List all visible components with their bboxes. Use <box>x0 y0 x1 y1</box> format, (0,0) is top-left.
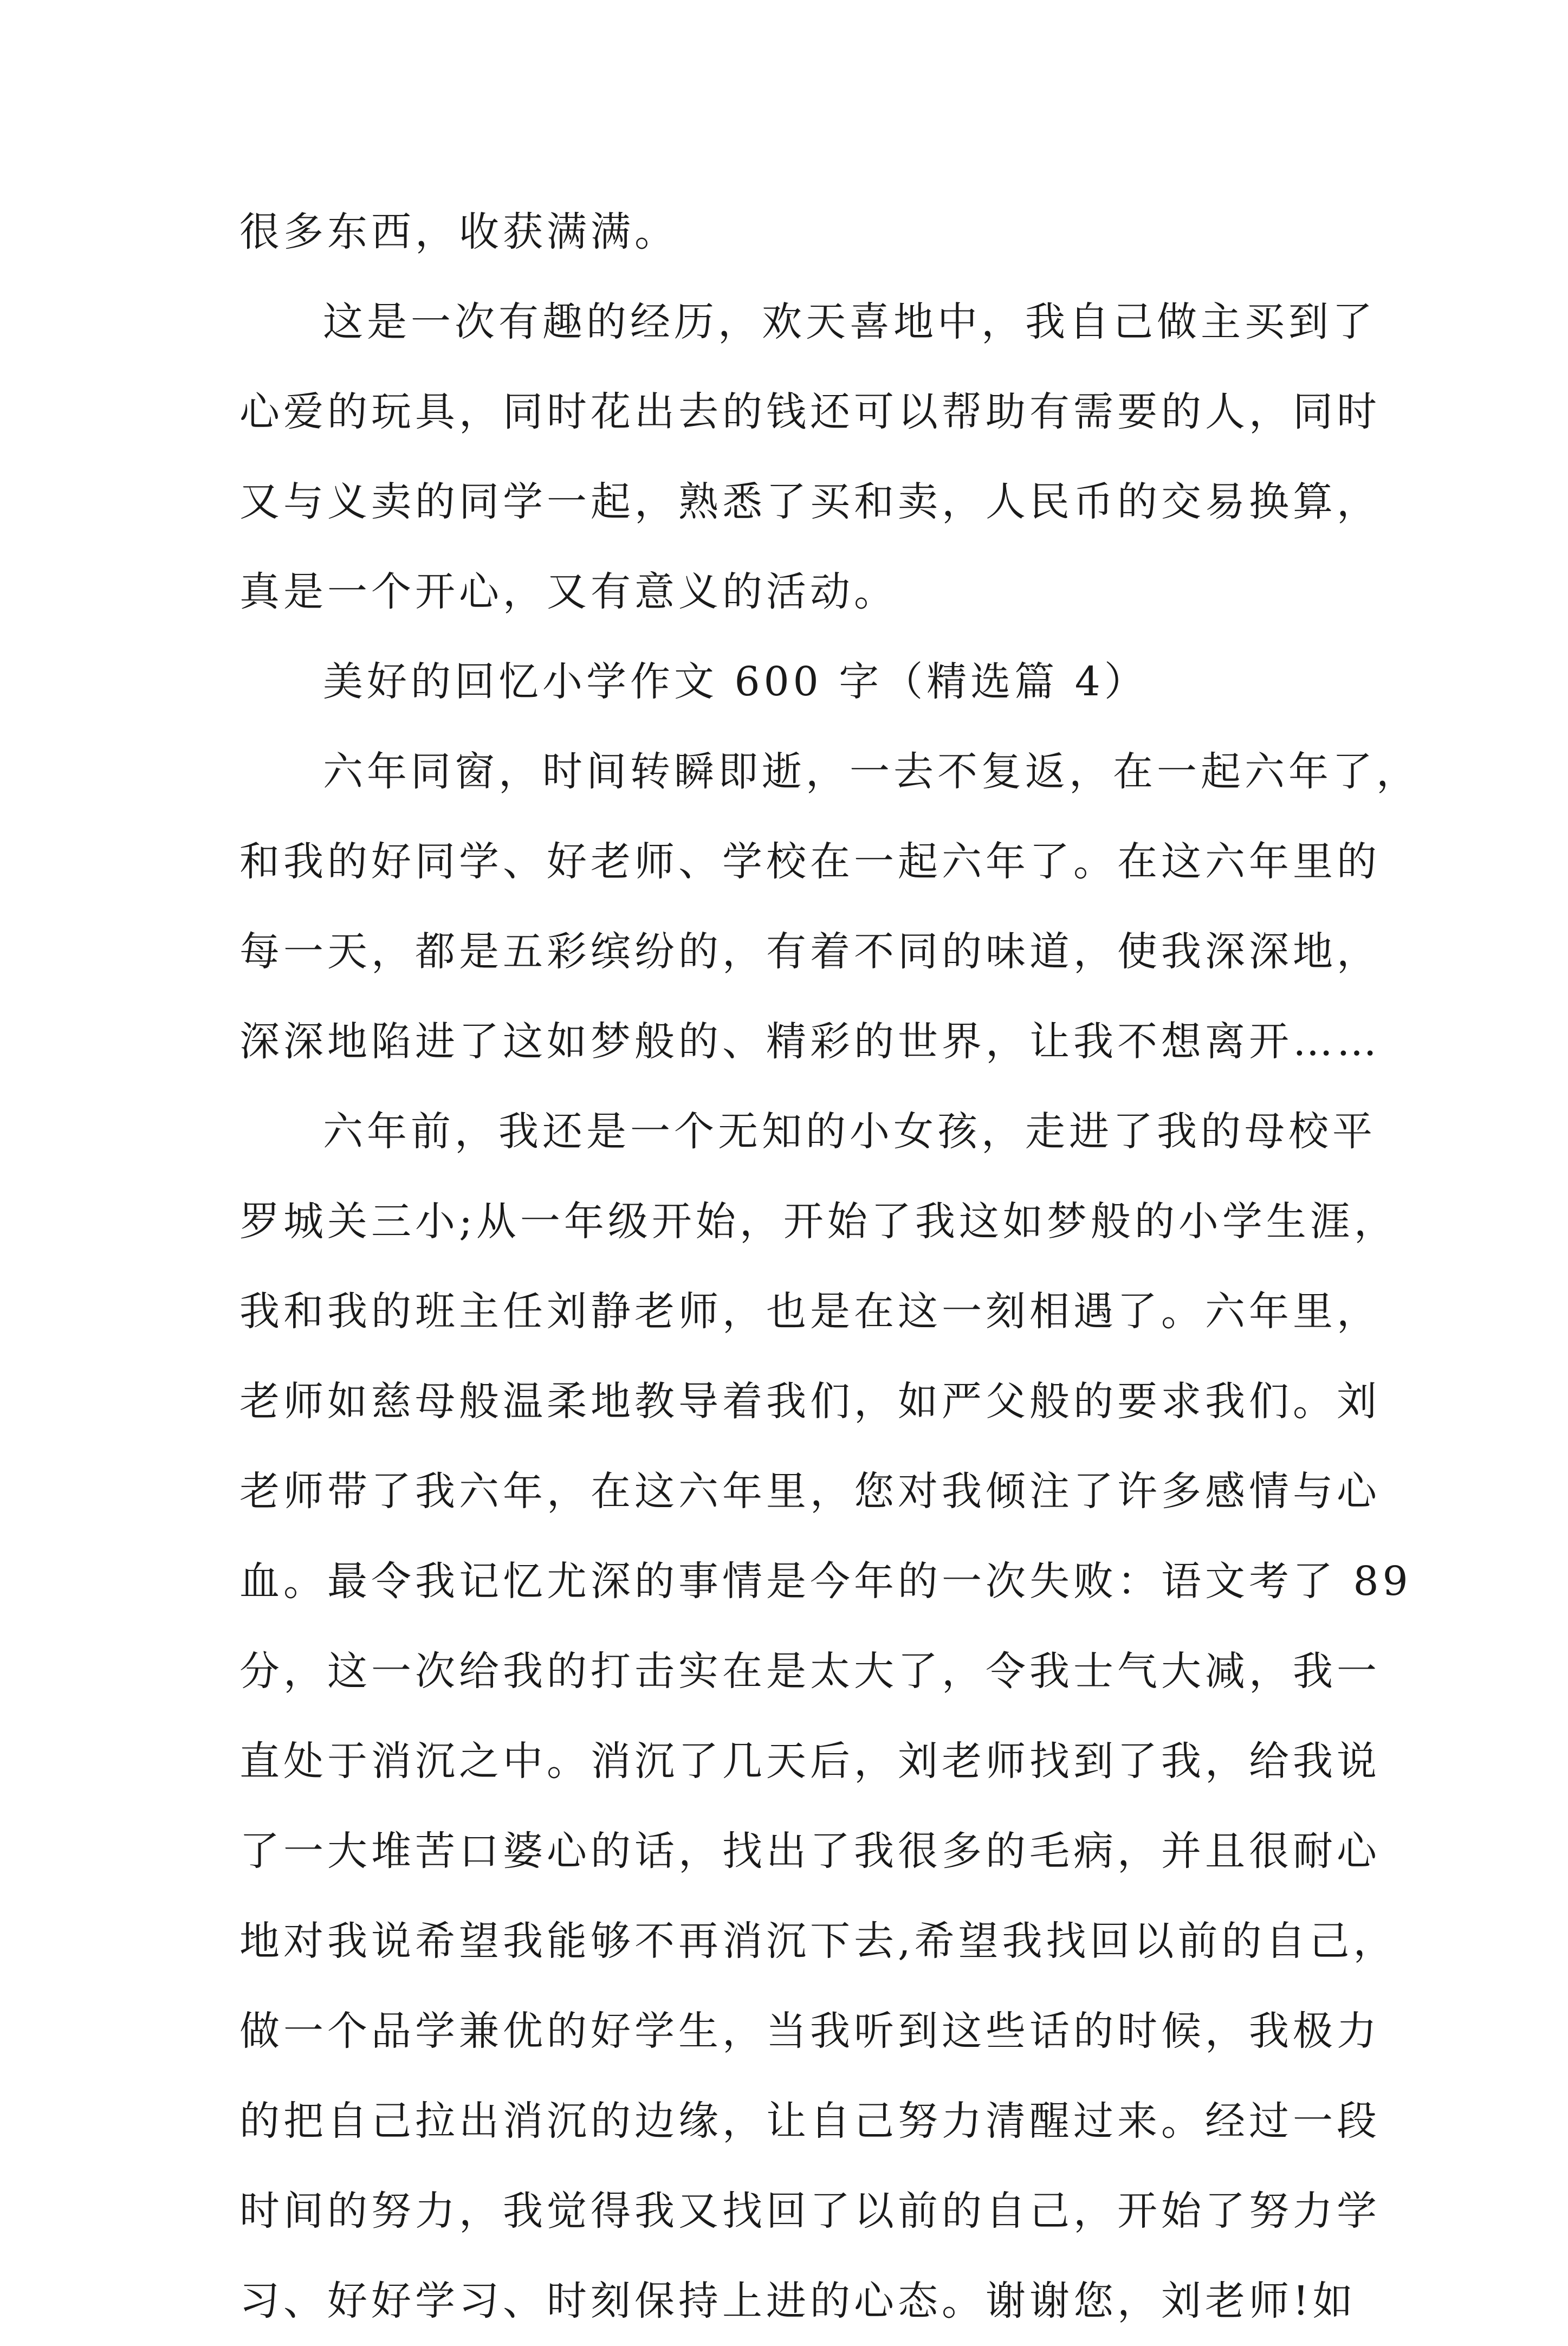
text-line: 了一大堆苦口婆心的话，找出了我很多的毛病，并且很耐心 <box>239 1828 1381 1875</box>
text-line: 罗城关三小;从一年级开始，开始了我这如梦般的小学生涯， <box>239 1198 1398 1245</box>
document-body <box>239 187 1420 2346</box>
text-line: 和我的好同学、好老师、学校在一起六年了。在这六年里的 <box>239 838 1381 885</box>
text-line: 心爱的玩具，同时花出去的钱还可以帮助有需要的人，同时 <box>239 389 1381 435</box>
text-line: 的把自己拉出消沉的边缘，让自己努力清醒过来。经过一段 <box>239 2098 1381 2144</box>
text-line: 习、好好学习、时刻保持上进的心态。谢谢您，刘老师!如 <box>239 2278 1357 2324</box>
text-line: 又与义卖的同学一起，熟悉了买和卖，人民币的交易换算， <box>239 479 1381 525</box>
text-line: 真是一个开心，又有意义的活动。 <box>239 568 898 615</box>
text-line: 六年同窗，时间转瞬即逝，一去不复返，在一起六年了， <box>323 748 1420 795</box>
text-line: 老师带了我六年，在这六年里，您对我倾注了许多感情与心 <box>239 1468 1381 1515</box>
text-line: 美好的回忆小学作文 600 字（精选篇 4） <box>323 658 1148 705</box>
text-line: 做一个品学兼优的好学生，当我听到这些话的时候，我极力 <box>239 2008 1381 2054</box>
text-line: 六年前，我还是一个无知的小女孩，走进了我的母校平 <box>323 1108 1376 1155</box>
text-line: 深深地陷进了这如梦般的、精彩的世界，让我不想离开…… <box>239 1018 1381 1065</box>
text-line: 分，这一次给我的打击实在是太大了，令我士气大减，我一 <box>239 1648 1381 1695</box>
text-line: 每一天，都是五彩缤纷的，有着不同的味道，使我深深地， <box>239 928 1381 975</box>
text-line: 我和我的班主任刘静老师，也是在这一刻相遇了。六年里， <box>239 1288 1381 1335</box>
text-line: 老师如慈母般温柔地教导着我们，如严父般的要求我们。刘 <box>239 1378 1381 1425</box>
text-line: 时间的努力，我觉得我又找回了以前的自己，开始了努力学 <box>239 2188 1381 2234</box>
text-line: 很多东西，收获满满。 <box>239 209 678 255</box>
text-line: 这是一次有趣的经历，欢天喜地中，我自己做主买到了 <box>323 299 1376 345</box>
text-line: 直处于消沉之中。消沉了几天后，刘老师找到了我，给我说 <box>239 1738 1381 1785</box>
text-line: 血。最令我记忆尤深的事情是今年的一次失败：语文考了 89 <box>239 1558 1412 1605</box>
text-line: 地对我说希望我能够不再消沉下去,希望我找回以前的自己， <box>239 1918 1397 1964</box>
